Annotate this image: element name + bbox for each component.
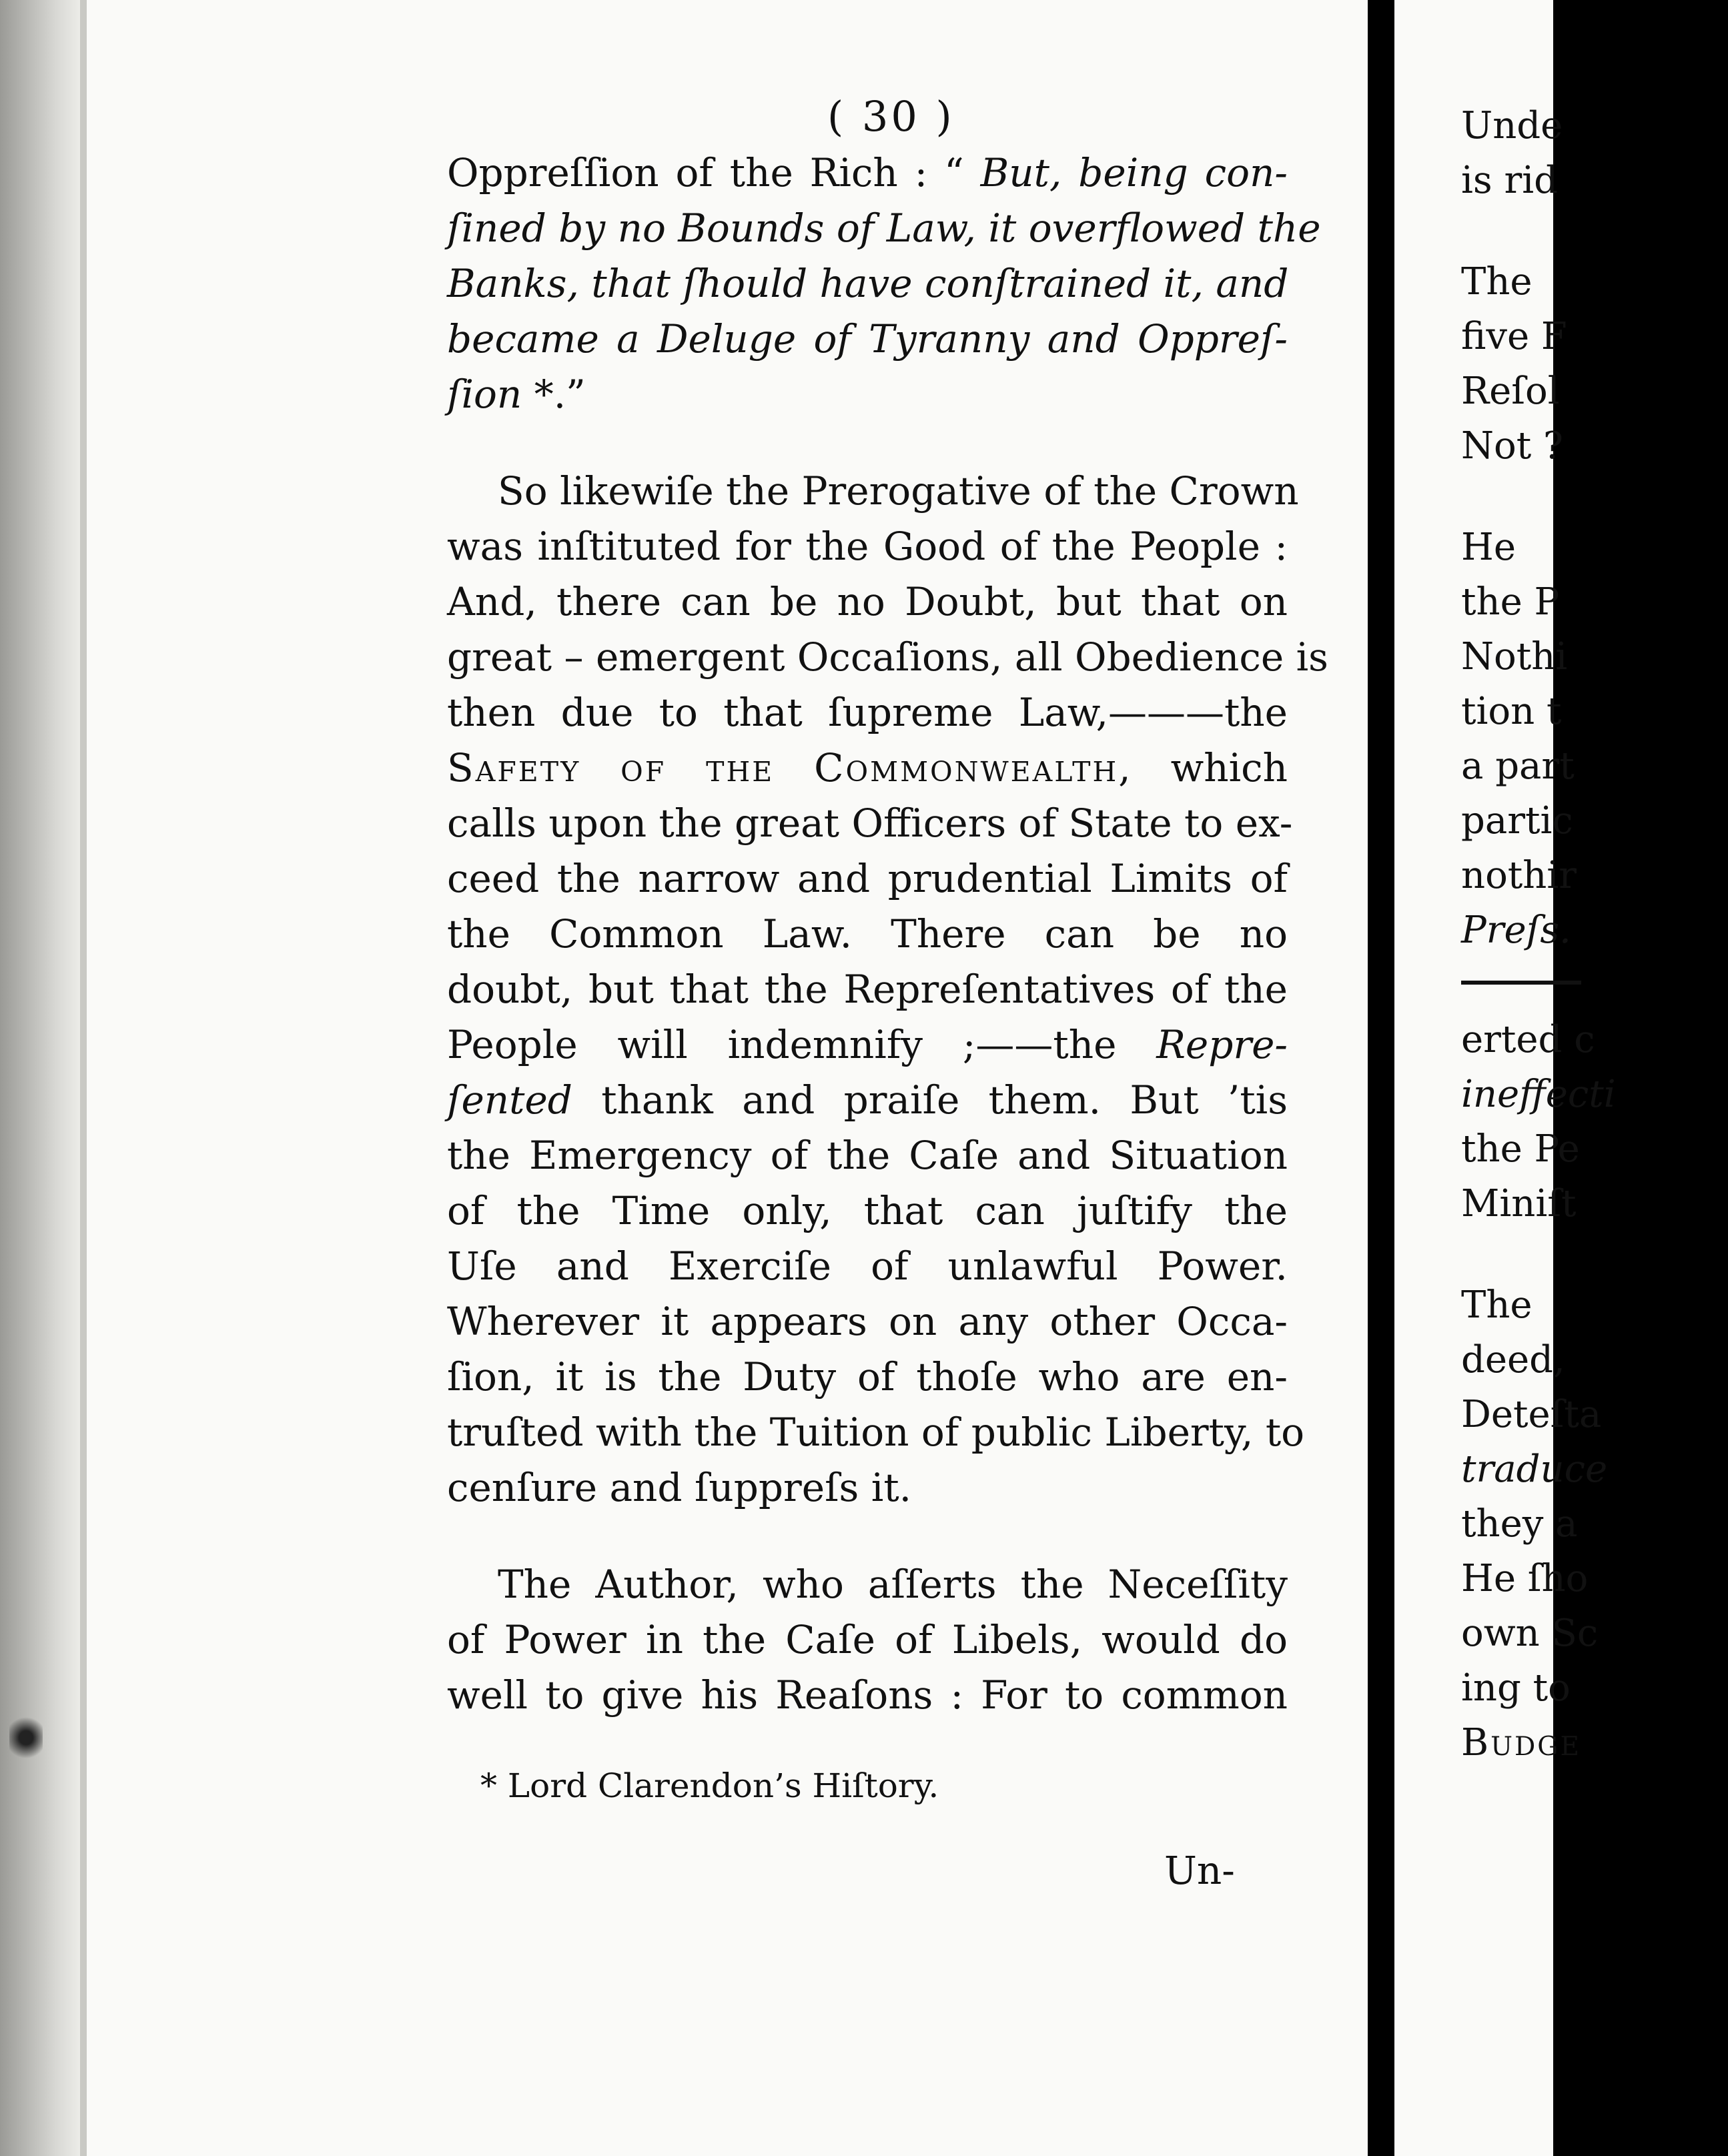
text-line — [447, 574, 1288, 630]
facing-text-line: own Sc — [1461, 1612, 1599, 1655]
facing-text-line: five F — [1461, 315, 1567, 358]
text-segment: became a Deluge of Tyranny and Oppreſ- — [447, 316, 1288, 362]
paragraph-gap — [447, 422, 1288, 464]
text-line — [447, 685, 1288, 740]
facing-text-line: Miniſt — [1461, 1182, 1577, 1225]
facing-text-line: the P — [1461, 580, 1560, 624]
text-line — [447, 519, 1288, 574]
facing-text-line: they a — [1461, 1502, 1578, 1546]
text-line — [447, 145, 1288, 201]
facing-page — [1394, 0, 1616, 2156]
facing-text-line: The — [1461, 260, 1533, 304]
text-segment: cenſure and ſuppreſs it. — [447, 1465, 912, 1510]
text-segment: great – emergent Occaſions, all Obedience is — [447, 634, 1328, 680]
text-segment: ſion, it is the Duty of thoſe who are en- — [447, 1354, 1288, 1400]
page-gutter — [1368, 0, 1394, 2156]
text-line — [447, 256, 1288, 312]
text-segment: *.” — [522, 372, 586, 417]
facing-text-line: Nothi — [1461, 635, 1568, 678]
footnote: * Lord Clarendon’s Hiſtory. — [480, 1766, 939, 1805]
text-line — [447, 630, 1328, 685]
facing-text-line: Reſol — [1461, 370, 1560, 413]
text-segment: truſted with the Tuition of public Liberty, to — [447, 1410, 1305, 1455]
book-spine-shadow — [0, 0, 80, 2156]
paragraph-gap — [1461, 474, 1728, 520]
text-line — [447, 464, 1299, 519]
text-segment: the Common Law. There can be no — [447, 911, 1288, 957]
facing-text-line: He — [1461, 526, 1516, 569]
text-segment: So likewiſe the Prerogative of the Crown — [498, 468, 1299, 514]
text-line — [447, 1405, 1305, 1460]
text-segment: the Emergency of the Caſe and Situation — [447, 1133, 1288, 1178]
text-segment: The Author, who aſſerts the Neceſſity — [498, 1562, 1288, 1607]
text-segment: which — [1132, 745, 1288, 790]
text-segment: doubt, but that the Repreſentatives of the — [447, 967, 1288, 1012]
text-segment: ſented — [447, 1077, 572, 1123]
text-line — [447, 1350, 1288, 1405]
facing-text-line: partic — [1461, 799, 1573, 843]
text-segment: was inſtituted for the Good of the People : — [447, 524, 1288, 569]
text-line — [447, 1668, 1288, 1723]
text-line — [447, 1294, 1288, 1350]
page-number: ( 30 ) — [827, 92, 955, 141]
facing-text-line: traduce — [1461, 1448, 1608, 1491]
facing-text-line: the Pe — [1461, 1127, 1580, 1171]
text-line — [447, 1183, 1288, 1239]
facing-text-line: a part — [1461, 744, 1575, 788]
text-segment: Wherever it appears on any other Occa- — [447, 1299, 1288, 1344]
main-text-block — [447, 145, 1328, 1723]
text-segment: ſined by no Bounds of Law, it overflowed the — [447, 205, 1321, 251]
text-segment: thank and praiſe them. But ’tis — [572, 1077, 1288, 1123]
text-line — [447, 1557, 1288, 1612]
section-rule — [1461, 981, 1581, 985]
facing-text-line: Unde — [1461, 104, 1563, 147]
ink-speck — [9, 1708, 43, 1768]
facing-text-line: is rid — [1461, 159, 1558, 202]
catchword: Un- — [1164, 1848, 1235, 1893]
text-line — [447, 740, 1288, 796]
facing-text-line: Deteſta — [1461, 1393, 1602, 1436]
text-line — [447, 1017, 1288, 1073]
text-segment: But, being con- — [980, 150, 1288, 195]
facing-text-line: erted c — [1461, 1018, 1595, 1061]
facing-text-line: nothir — [1461, 854, 1577, 897]
paragraph-gap — [447, 1516, 1288, 1557]
text-segment: then due to that ſupreme Law,———the — [447, 690, 1288, 735]
text-segment: Repre- — [1156, 1022, 1288, 1067]
text-line — [447, 1460, 1288, 1516]
text-line — [447, 1128, 1288, 1183]
text-line — [447, 367, 1288, 422]
text-segment: Oppreſſion of the Rich : “ — [447, 150, 981, 195]
text-segment: Banks, that ſhould have conſtrained it, and — [447, 261, 1289, 306]
text-segment: ceed the narrow and prudential Limits of — [447, 856, 1288, 901]
text-line — [447, 962, 1288, 1017]
text-line — [447, 201, 1321, 256]
text-segment: of the Time only, that can juſtify the — [447, 1188, 1288, 1233]
text-segment: of Power in the Caſe of Libels, would do — [447, 1617, 1288, 1662]
text-line — [447, 1612, 1288, 1668]
facing-text-line: deed, — [1461, 1338, 1565, 1382]
text-line — [447, 312, 1288, 367]
text-segment: Uſe and Exerciſe of unlawful Power. — [447, 1243, 1288, 1289]
facing-text-line: The — [1461, 1283, 1533, 1327]
paragraph-gap — [1461, 208, 1728, 255]
text-segment: And, there can be no Doubt, but that on — [447, 579, 1288, 624]
text-line — [447, 796, 1293, 851]
facing-text-line: Preſs. — [1461, 909, 1571, 952]
facing-text-line: Budge — [1461, 1721, 1581, 1764]
text-segment: well to give his Reaſons : For to common — [447, 1672, 1288, 1718]
text-line — [447, 907, 1288, 962]
text-line — [447, 1239, 1288, 1294]
text-segment: calls upon the great Officers of State to ex- — [447, 800, 1293, 846]
facing-text-line: He ſho — [1461, 1557, 1589, 1600]
facing-text-line: Not ? — [1461, 424, 1564, 468]
text-segment: Safety of the Commonwealth, — [447, 745, 1133, 790]
text-line — [447, 1073, 1288, 1128]
facing-text-line: ing to — [1461, 1666, 1571, 1710]
facing-page-text — [1461, 99, 1728, 1770]
facing-text-line: tion t — [1461, 690, 1562, 733]
text-segment: ſion — [447, 372, 522, 417]
text-line — [447, 851, 1288, 907]
text-segment: People will indemnify ;——the — [447, 1022, 1157, 1067]
paragraph-gap — [1461, 1231, 1728, 1278]
facing-text-line: ineffecti — [1461, 1073, 1616, 1116]
